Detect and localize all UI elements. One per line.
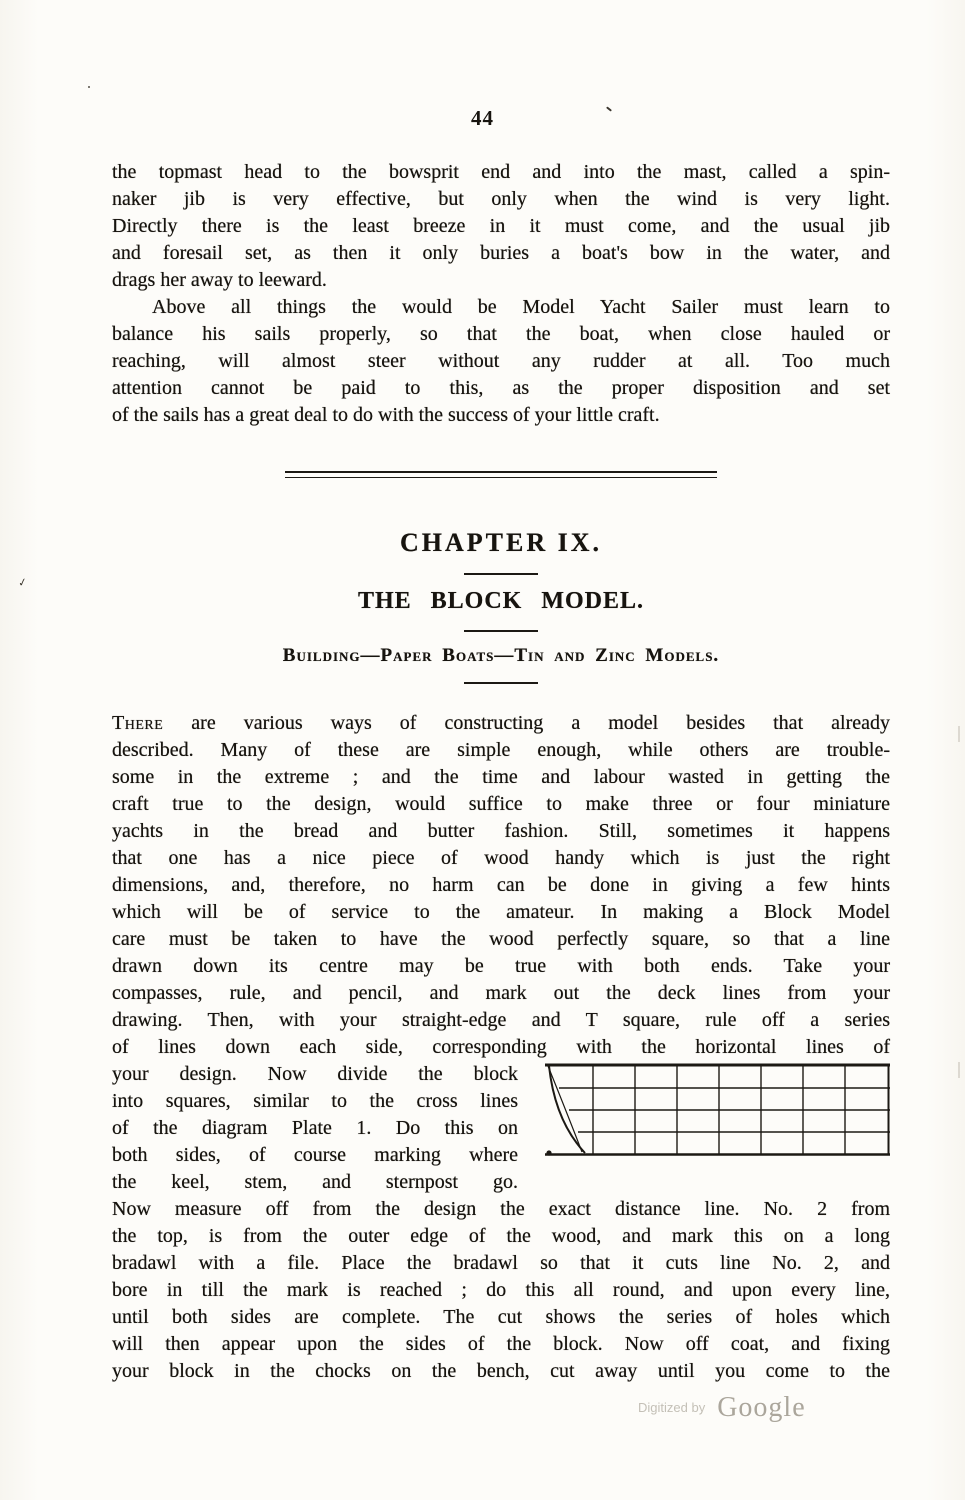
digitization-watermark	[638, 1392, 806, 1424]
digitized-by-label: Digitized by	[638, 1400, 706, 1415]
body-line: Above all things the would be Model Yacht Sailer must learn to	[152, 296, 890, 318]
body-line: craft true to the design, would suffice to make three or four miniature	[112, 793, 890, 815]
body-line: of the diagram Plate 1. Do this on	[112, 1117, 518, 1139]
page-number: 44	[471, 106, 494, 130]
block-model-grid-figure	[545, 1063, 890, 1157]
body-line	[112, 710, 890, 737]
body-line: that one has a nice piece of wood handy which is just the right	[112, 847, 890, 869]
body-line: your block in the chocks on the bench, cut away until you come to the	[112, 1360, 890, 1382]
body-line: Now measure off from the design the exact distance line. No. 2 from	[112, 1198, 890, 1220]
lead-word: There	[112, 712, 164, 734]
google-logo: Google	[717, 1392, 806, 1423]
lead-rest: are various ways of constructing a model besides that already	[163, 712, 890, 734]
scan-edge-mark	[958, 726, 960, 742]
chapter-title: THE BLOCK MODEL.	[357, 588, 645, 614]
subtitle-rule	[464, 682, 538, 684]
body-line: drawing. Then, with your straight-edge and T square, rule off a series	[112, 1009, 890, 1031]
heading-rule	[464, 573, 538, 575]
body-line: compasses, rule, and pencil, and mark out the deck lines from your	[112, 982, 890, 1004]
scan-speck	[88, 86, 90, 88]
grid-diagram-svg	[545, 1063, 890, 1157]
body-line: yachts in the bread and butter fashion. Still, sometimes it happens	[112, 820, 890, 842]
paragraph-continuation	[112, 159, 890, 294]
body-line: of lines down each side, corresponding with the horizontal lines of	[112, 1036, 890, 1058]
body-line: your design. Now divide the block	[112, 1063, 518, 1085]
scan-mark: ✓	[16, 576, 29, 590]
body-line: drags her away to leeward.	[112, 269, 327, 291]
body-line: naker jib is very effective, but only when the wind is very light.	[112, 188, 890, 210]
body-line: will then appear upon the sides of the block. Now off coat, and fixing	[112, 1333, 890, 1355]
body-line: the top, is from the outer edge of the wood, and mark this on a long	[112, 1225, 890, 1247]
paragraph-balance-sails	[112, 294, 890, 429]
body-line: the topmast head to the bowsprit end and into the mast, called a spin-	[112, 161, 890, 183]
body-line: of the sails has a great deal to do with the success of your little craft.	[112, 404, 660, 426]
body-line: the keel, stem, and sternpost go.	[112, 1171, 518, 1193]
body-line: which will be of service to the amateur. In making a Block Model	[112, 901, 890, 923]
text-column	[112, 159, 890, 1385]
chapter-heading: CHAPTER IX.	[399, 528, 602, 557]
title-rule	[464, 630, 538, 632]
body-line: bradawl with a file. Place the bradawl so that it cuts line No. 2, and	[112, 1252, 890, 1274]
body-line: into squares, similar to the cross lines	[112, 1090, 518, 1112]
body-line: described. Many of these are simple enough, while others are trouble-	[112, 739, 890, 761]
body-line: and foresail set, as then it only buries a boat's bow in the water, and	[112, 242, 890, 264]
body-line: Directly there is the least breeze in it must come, and the usual jib	[112, 215, 890, 237]
body-line: care must be taken to have the wood perfectly square, so that a line	[112, 928, 890, 950]
scan-edge-mark	[958, 1062, 960, 1078]
body-line: balance his sails properly, so that the boat, when close hauled or	[112, 323, 890, 345]
section-divider-double-rule	[285, 471, 717, 478]
body-line: until both sides are complete. The cut shows the series of holes which	[112, 1306, 890, 1328]
body-line: reaching, will almost steer without any rudder at all. Too much	[112, 350, 890, 372]
body-line: drawn down its centre may be true with both ends. Take your	[112, 955, 890, 977]
body-line: both sides, of course marking where	[112, 1144, 518, 1166]
chapter-body-paragraph	[112, 710, 890, 1385]
body-line: some in the extreme ; and the time and labour wasted in getting the	[112, 766, 890, 788]
body-line: dimensions, and, therefore, no harm can be done in giving a few hints	[112, 874, 890, 896]
body-line: attention cannot be paid to this, as the proper disposition and set	[112, 377, 890, 399]
chapter-subtitle: Building—Paper Boats—Tin and Zinc Models.	[282, 645, 720, 666]
body-line: bore in till the mark is reached ; do this all round, and upon every line,	[112, 1279, 890, 1301]
